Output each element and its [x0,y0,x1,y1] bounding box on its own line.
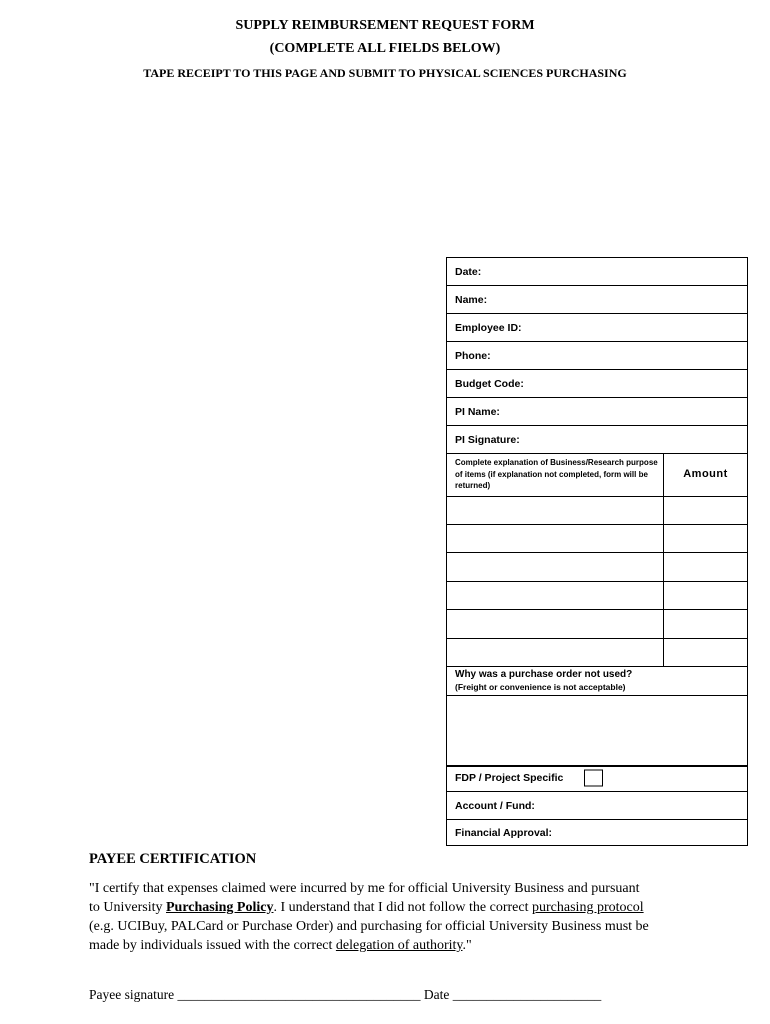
budget-code-label: Budget Code: [455,377,524,390]
pi-name-field[interactable] [447,398,747,426]
account-fund-field[interactable] [447,792,747,820]
name-field[interactable] [447,286,747,314]
payee-certification-title: PAYEE CERTIFICATION [89,851,257,867]
name-label: Name: [455,293,488,306]
certification-text: "I certify that expenses claimed were incurred by me for official University Business and pursuant to University [89,881,640,915]
certification-statement [89,879,649,955]
certification-text: . I understand that I did not follow the correct [273,900,533,915]
payee-signature-line[interactable]: Payee signature ____________________________________ Date ______________________ [89,987,602,1002]
why-po-note: (Freight or convenience is not acceptable) [455,682,626,692]
delegation-of-authority-link[interactable]: delegation of authority [335,938,463,953]
item-row[interactable] [447,525,747,553]
column-divider [663,639,664,667]
column-divider [663,610,664,639]
column-divider [663,496,664,525]
purchasing-policy-link[interactable]: Purchasing Policy [166,900,274,915]
fdp-checkbox[interactable] [584,770,603,787]
certification-text: (e.g. UCIBuy, PALCard or Purchase Order) and purchasing for official University Business must be made by individuals issued with the correct [89,919,649,953]
why-po-answer-area[interactable] [447,695,747,767]
employee-id-label: Employee ID: [455,321,522,334]
form-title: SUPPLY REIMBURSEMENT REQUEST FORM [235,18,535,33]
item-row[interactable] [447,610,747,639]
explanation-header: Complete explanation of Business/Research purpose of items (if explanation not completed, form will be returned) [455,458,658,490]
items-table-header [447,454,747,497]
why-po-question: Why was a purchase order not used? [455,669,633,680]
date-label: Date: [455,265,482,278]
form-instruction: TAPE RECEIPT TO THIS PAGE AND SUBMIT TO PHYSICAL SCIENCES PURCHASING [143,66,627,80]
account-fund-label: Account / Fund: [455,799,535,812]
amount-header: Amount [683,468,728,480]
budget-code-field[interactable] [447,370,747,398]
item-row[interactable] [447,582,747,610]
item-row[interactable] [447,553,747,582]
date-field[interactable] [447,258,747,286]
financial-approval-field[interactable] [447,820,747,846]
pi-name-label: PI Name: [455,405,500,418]
purchasing-protocol-link[interactable]: purchasing protocol [532,900,644,915]
item-row[interactable] [447,496,747,525]
column-divider [663,553,664,582]
column-divider [663,582,664,610]
certification-text: ." [462,938,472,953]
item-row[interactable] [447,639,747,667]
employee-id-field[interactable] [447,314,747,342]
pi-signature-label: PI Signature: [455,433,520,446]
column-divider [663,525,664,553]
phone-label: Phone: [455,349,491,362]
form-subtitle: (COMPLETE ALL FIELDS BELOW) [269,41,501,56]
fdp-project-row [447,765,747,792]
fdp-label: FDP / Project Specific [455,772,564,784]
phone-field[interactable] [447,342,747,370]
why-po-header [447,667,747,696]
reimbursement-form-table [446,257,748,846]
pi-signature-field[interactable] [447,426,747,454]
financial-approval-label: Financial Approval: [455,827,553,839]
